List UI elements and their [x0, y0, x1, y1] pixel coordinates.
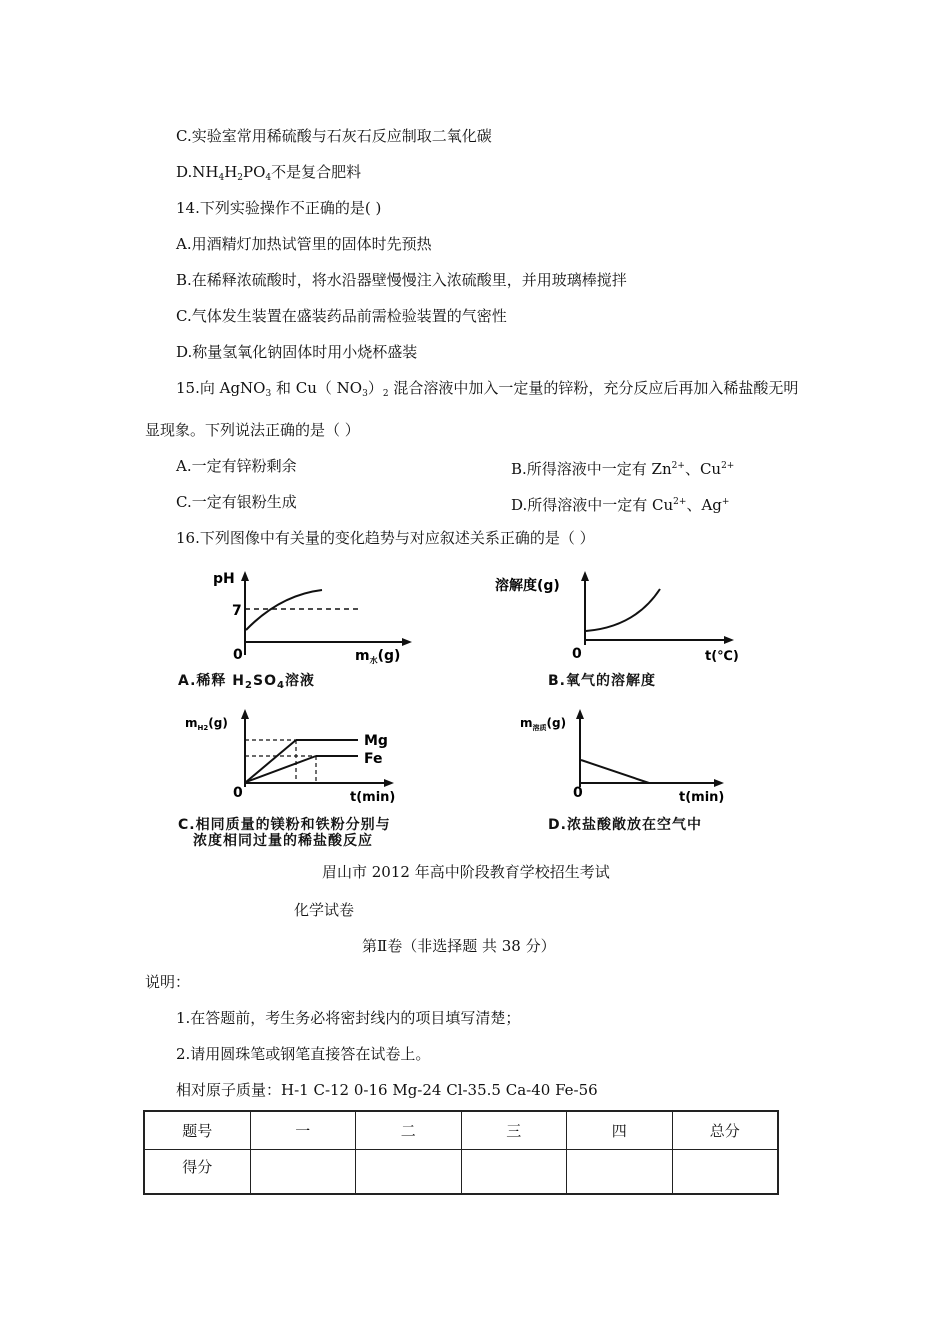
- graph-c-x-arrow: [384, 779, 394, 787]
- graph-a-x-arrow: [402, 638, 412, 646]
- q14-option-b: B.在稀释浓硫酸时，将水沿器壁慢慢注入浓硫酸里，并用玻璃棒搅拌: [176, 271, 627, 289]
- graph-d-caption: D.浓盐酸敞放在空气中: [548, 817, 702, 833]
- note-1: 1.在答题前，考生务必将密封线内的项目填写清楚；: [176, 1009, 521, 1027]
- score-header-cell: 题号: [144, 1111, 250, 1150]
- graph-d-ylabel: $m_{溶质}(g)$: [520, 716, 567, 732]
- graph-b-ylabel: 溶解度(g): [495, 578, 560, 594]
- q13-d-text: PO: [243, 163, 266, 181]
- q15-b-sup: 2+: [671, 461, 685, 471]
- q13-d-text: H: [224, 163, 238, 181]
- q15-text: 和 Cu（ NO: [271, 379, 363, 397]
- graph-b-curve: [586, 589, 660, 631]
- graph-a-xlabel: $m_水(g)$: [355, 648, 401, 665]
- q15-b-sup: 2+: [721, 461, 735, 471]
- q13-d-text: 不是复合肥料: [271, 163, 362, 181]
- graph-d-y-arrow: [576, 709, 584, 719]
- score-row: [144, 1150, 778, 1195]
- q15-option-c: C.一定有银粉生成: [176, 493, 297, 511]
- graph-c-ylabel: $m_{H2}(g)$: [185, 716, 228, 732]
- graph-c-caption-1: C.相同质量的镁粉和铁粉分别与: [178, 817, 391, 833]
- q15-d-text: 、Ag: [686, 496, 722, 514]
- graph-a-caption: A.稀释 $H_2SO_4$溶液: [178, 673, 315, 691]
- q15-sub: 2: [382, 389, 389, 399]
- graph-b-y-arrow: [581, 571, 589, 581]
- q15-text: ）: [367, 379, 383, 397]
- q15-option-a: A.一定有锌粉剩余: [176, 457, 297, 475]
- q14-option-d: D.称量氢氧化钠固体时用小烧杯盛装: [176, 343, 418, 361]
- q16-stem: 16.下列图像中有关量的变化趋势与对应叙述关系正确的是（ ）: [176, 529, 595, 547]
- q15-b-text: B.所得溶液中一定有 Zn: [511, 460, 672, 478]
- score-cell[interactable]: [672, 1150, 778, 1195]
- q15-option-d: [511, 492, 729, 515]
- graph-c-origin: 0: [233, 785, 243, 801]
- graph-c-y-arrow: [241, 709, 249, 719]
- graph-b-xlabel: t(℃): [705, 649, 739, 664]
- graph-b-caption: B.氧气的溶解度: [548, 673, 656, 689]
- graph-a-ylabel: pH: [213, 571, 235, 587]
- section-title: 第Ⅱ卷（非选择题 共 38 分）: [362, 937, 556, 955]
- score-cell[interactable]: [356, 1150, 462, 1195]
- graph-c-xlabel: t(min): [350, 790, 396, 805]
- graph-d-line: [581, 760, 649, 783]
- q15-d-text: D.所得溶液中一定有 Cu: [511, 496, 674, 514]
- q14-option-c: C.气体发生装置在盛装药品前需检验装置的气密性: [176, 307, 507, 325]
- q13-d-sub: 2: [237, 173, 244, 183]
- note-2: 2.请用圆珠笔或钢笔直接答在试卷上。: [176, 1045, 431, 1063]
- q15-stem: [176, 378, 798, 404]
- q15-sub: 3: [265, 389, 272, 399]
- graph-c-caption-2: 浓度相同过量的稀盐酸反应: [193, 833, 373, 849]
- score-header-cell: 四: [567, 1111, 673, 1150]
- q15-b-text: 、Cu: [684, 460, 722, 478]
- score-header-cell: 二: [356, 1111, 462, 1150]
- atomic-masses: 相对原子质量：H-1 C-12 0-16 Mg-24 Cl-35.5 Ca-40 Fe-56: [176, 1081, 598, 1099]
- q13-option-c: C.实验室常用稀硫酸与石灰石反应制取二氧化碳: [176, 127, 492, 145]
- graph-a-origin: 0: [233, 647, 243, 663]
- score-cell[interactable]: [250, 1150, 356, 1195]
- score-cell[interactable]: [461, 1150, 567, 1195]
- graph-d: [515, 705, 745, 805]
- subject-title: 化学试卷: [294, 901, 355, 919]
- graph-a-curve: [246, 590, 322, 630]
- q15-d-sup: 2+: [673, 497, 687, 507]
- graph-c-mg-rise: [246, 740, 296, 782]
- exam-title: 眉山市 2012 年高中阶段教育学校招生考试: [322, 863, 610, 881]
- graph-d-origin: 0: [573, 785, 583, 801]
- q15-d-sup: +: [721, 497, 730, 507]
- graph-d-xlabel: t(min): [679, 790, 725, 805]
- graph-b-origin: 0: [572, 646, 582, 662]
- score-cell[interactable]: [567, 1150, 673, 1195]
- graph-a-y-arrow: [241, 571, 249, 581]
- q15-text: 混合溶液中加入一定量的锌粉，充分反应后再加入稀盐酸无明: [388, 379, 799, 397]
- graph-c: [180, 705, 420, 805]
- q15-sub: 3: [362, 389, 368, 399]
- score-header-cell: 一: [250, 1111, 356, 1150]
- graph-c-series-fe: Fe: [364, 751, 383, 767]
- graph-c-fe-rise: [246, 756, 316, 782]
- score-header-cell: 总分: [672, 1111, 778, 1150]
- notes-label: 说明：: [145, 973, 191, 991]
- graph-a: [200, 565, 430, 665]
- q13-d-sub: 4: [218, 173, 225, 183]
- q13-d-text: D.NH: [176, 163, 219, 181]
- graph-a-tick-7: 7: [232, 603, 242, 619]
- graph-d-x-arrow: [714, 779, 724, 787]
- graph-b: [490, 565, 760, 665]
- score-row-label: 得分: [144, 1150, 250, 1195]
- q14-option-a: A.用酒精灯加热试管里的固体时先预热: [176, 235, 432, 253]
- score-header-cell: 三: [461, 1111, 567, 1150]
- q15-option-b: [511, 456, 734, 479]
- graph-b-x-arrow: [724, 636, 734, 644]
- q13-option-d: [176, 162, 361, 188]
- q15-stem-line2: 显现象。下列说法正确的是（ ）: [145, 421, 360, 439]
- score-table: [143, 1110, 779, 1195]
- score-header-row: [144, 1111, 778, 1150]
- q14-stem: 14.下列实验操作不正确的是( ): [176, 199, 382, 217]
- q13-d-sub: 4: [265, 173, 272, 183]
- q15-text: 15.向 AgNO: [176, 379, 266, 397]
- graph-c-series-mg: Mg: [364, 733, 388, 749]
